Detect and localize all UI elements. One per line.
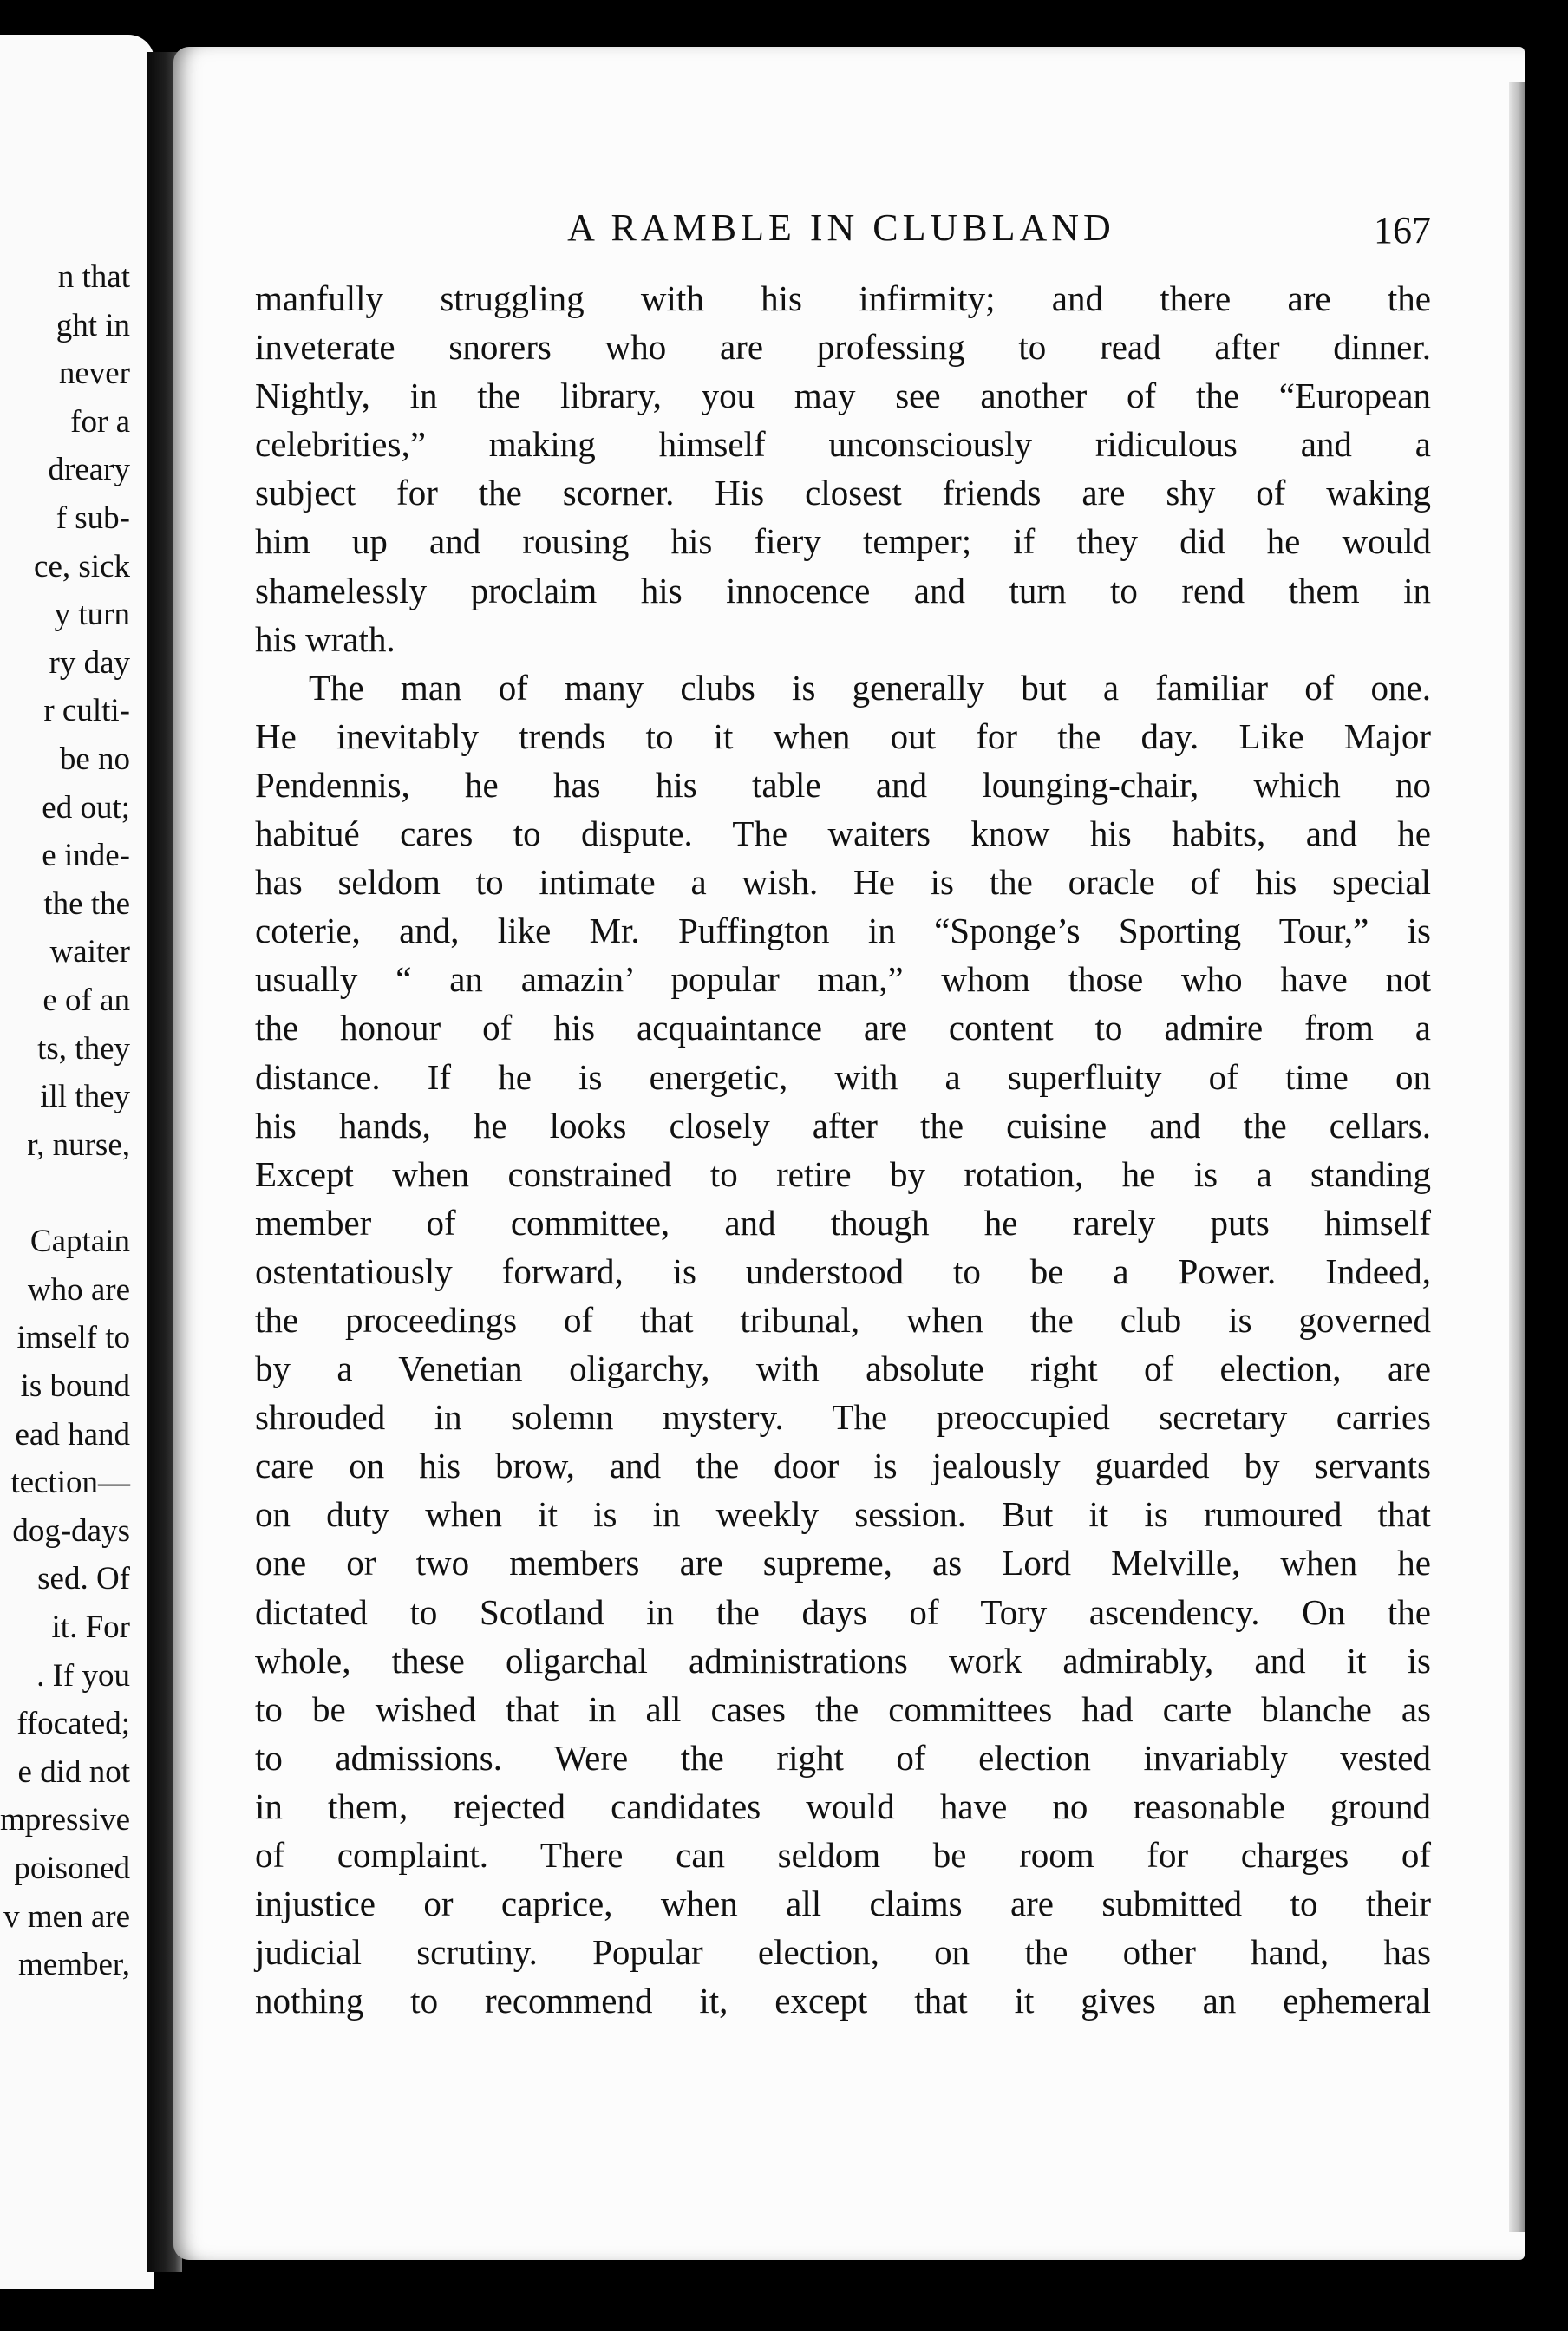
left-line: mpressive (0, 1802, 131, 1838)
text-line: has seldom to intimate a wish. He is the oracle of his special (255, 862, 1431, 903)
left-line: imself to (16, 1320, 130, 1356)
text-line: whole, these oligarchal administrations work admirably, and it is (255, 1640, 1431, 1681)
page-edge (1509, 82, 1525, 2232)
text-line: subject for the scorner. His closest friends are shy of waking (255, 473, 1431, 513)
left-line: ead hand (15, 1416, 130, 1453)
left-line: e of an (42, 982, 130, 1018)
text-line: Except when constrained to retire by rotation, he is a standing (255, 1153, 1431, 1194)
left-line: r culti- (43, 693, 130, 729)
left-line: ry day (49, 644, 130, 681)
right-page (173, 47, 1525, 2260)
text-line: to admissions. Were the right of election invariably vested (255, 1737, 1431, 1778)
left-line: for a (70, 403, 130, 440)
left-line: tection— (10, 1465, 130, 1501)
left-line: n that (57, 259, 130, 295)
left-line: dog-days (12, 1512, 130, 1549)
text-line: in them, rejected candidates would have no reasonable ground (255, 1786, 1431, 1826)
left-line: ed out; (42, 789, 130, 826)
page-number: 167 (1374, 209, 1431, 251)
left-line: member, (18, 1947, 130, 1983)
text-line: injustice or caprice, when all claims are submitted to their (255, 1884, 1431, 1924)
left-line: the the (43, 885, 130, 922)
left-line: ts, they (37, 1030, 130, 1067)
text-line: shamelessly proclaim his innocence and turn to rend them in (255, 570, 1431, 610)
left-page-fragment (0, 35, 154, 2289)
left-page-text (0, 253, 130, 1989)
left-line: ght in (56, 307, 130, 343)
left-line: f sub- (56, 500, 130, 536)
left-line: sed. Of (37, 1561, 130, 1597)
left-line: e did not (17, 1753, 130, 1790)
text-line: judicial scrutiny. Popular election, on the other hand, has (255, 1932, 1431, 1973)
text-line: to be wished that in all cases the committees had carte blanche as (255, 1688, 1431, 1729)
left-line: never (58, 356, 130, 392)
left-line: v men are (3, 1898, 130, 1935)
left-line: . If you (36, 1657, 130, 1694)
text-line: The man of many clubs is generally but a familiar of one. (309, 667, 1431, 708)
text-line: usually “ an amazin’ popular man,” whom those who have not (255, 959, 1431, 1000)
text-line: him up and rousing his fiery temper; if they did he would (255, 521, 1431, 562)
text-line: care on his brow, and the door is jealously guarded by servants (255, 1446, 1431, 1486)
left-line: be no (59, 741, 130, 777)
left-line: ce, sick (34, 548, 130, 584)
text-line: Pendennis, he has his table and lounging-chair, which no (255, 764, 1431, 805)
text-line: distance. If he is energetic, with a superfluity of time on (255, 1056, 1431, 1097)
text-line: the proceedings of that tribunal, when the club is governed (255, 1299, 1431, 1340)
left-line: Captain (29, 1224, 130, 1260)
text-line: member of committee, and though he rarely puts himself (255, 1202, 1431, 1243)
left-line: y turn (54, 597, 130, 633)
left-line: ffocated; (16, 1706, 130, 1742)
left-line: e inde- (42, 838, 130, 874)
left-line: it. For (51, 1610, 130, 1646)
text-line: habitué cares to dispute. The waiters know his habits, and he (255, 813, 1431, 854)
left-line: r, nurse, (27, 1126, 130, 1163)
left-line: dreary (48, 452, 130, 488)
left-line: poisoned (14, 1851, 130, 1886)
left-line: is bound (20, 1368, 130, 1405)
text-line: manfully struggling with his infirmity; and there are the (255, 278, 1431, 318)
text-line: ostentatiously forward, is understood to be a Power. Indeed, (255, 1250, 1431, 1291)
text-line: nothing to recommend it, except that it gives an ephemeral (255, 1981, 1431, 2021)
text-line: his hands, he looks closely after the cuisine and the cellars. (255, 1105, 1431, 1146)
paragraph-gap (0, 1169, 130, 1218)
text-line: by a Venetian oligarchy, with absolute right of election, are (255, 1348, 1431, 1389)
running-head: A RAMBLE IN CLUBLAND (567, 206, 1115, 249)
text-line: on duty when it is in weekly session. But it is rumoured that (255, 1494, 1431, 1535)
text-line: coterie, and, like Mr. Puffington in “Sponge’s Sporting Tour,” is (255, 911, 1431, 951)
text-line: celebrities,” making himself unconsciously ridiculous and a (255, 424, 1431, 465)
text-line: of complaint. There can seldom be room for charges of (255, 1835, 1431, 1875)
left-line: waiter (49, 934, 130, 970)
left-line: ill they (40, 1079, 130, 1115)
text-line: inveterate snorers who are professing to read after dinner. (255, 327, 1431, 368)
text-line: the honour of his acquaintance are content to admire from a (255, 1008, 1431, 1048)
text-line: Nightly, in the library, you may see another of the “European (255, 375, 1431, 416)
body-text (255, 274, 1431, 2025)
text-line: shrouded in solemn mystery. The preoccupied secretary carries (255, 1397, 1431, 1438)
left-line: who are (27, 1271, 130, 1308)
text-line: his wrath. (255, 618, 395, 659)
text-line: He inevitably trends to it when out for the day. Like Major (255, 715, 1431, 756)
text-line: dictated to Scotland in the days of Tory ascendency. On the (255, 1591, 1431, 1632)
text-line: one or two members are supreme, as Lord Melville, when he (255, 1543, 1431, 1583)
